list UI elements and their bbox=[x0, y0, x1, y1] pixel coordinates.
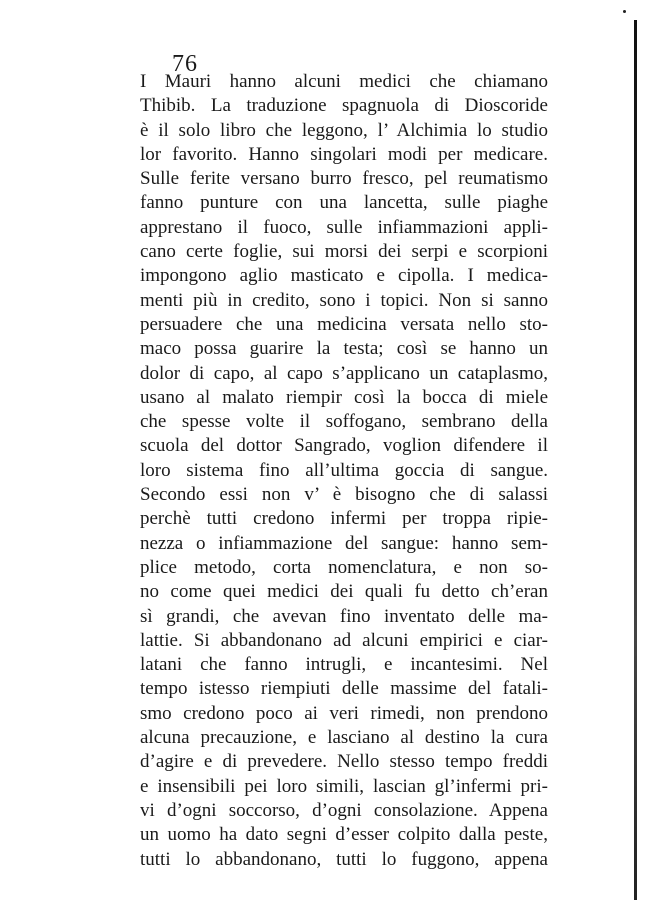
text-line: lor favorito. Hanno singolari modi per medicare. bbox=[140, 143, 548, 165]
page-number: 76 bbox=[172, 51, 198, 77]
text-line: tempo istesso riempiuti delle massime del fatali- bbox=[140, 678, 548, 700]
text-line: d’agire e di prevedere. Nello stesso tempo freddi bbox=[140, 751, 548, 773]
text-line: impongono aglio masticato e cipolla. I medica- bbox=[140, 265, 548, 287]
text-line: usano al malato riempir così la bocca di miele bbox=[140, 386, 548, 408]
text-line: e insensibili pei loro simili, lascian gl’infermi pri- bbox=[140, 775, 548, 797]
body-text bbox=[140, 70, 548, 872]
text-line: un uomo ha dato segni d’esser colpito dalla peste, bbox=[140, 824, 548, 846]
text-line: Thibib. La traduzione spagnuola di Dioscoride bbox=[140, 95, 548, 117]
text-line: Sulle ferite versano burro fresco, pel reumatismo bbox=[140, 168, 548, 190]
text-line: che spesse volte il soffogano, sembrano della bbox=[140, 411, 548, 433]
text-line: latani che fanno intrugli, e incantesimi. Nel bbox=[140, 654, 548, 676]
text-line: apprestano il fuoco, sulle infiammazioni appli- bbox=[140, 216, 548, 238]
text-line: perchè tutti credono infermi per troppa ripie- bbox=[140, 508, 548, 530]
text-line: dolor di capo, al capo s’applicano un cataplasmo, bbox=[140, 362, 548, 384]
text-line: Secondo essi non v’ è bisogno che di salassi bbox=[140, 484, 548, 506]
text-line: maco possa guarire la testa; così se hanno un bbox=[140, 338, 548, 360]
text-line: persuadere che una medicina versata nello sto- bbox=[140, 313, 548, 335]
text-line: scuola del dottor Sangrado, voglion difendere il bbox=[140, 435, 548, 457]
text-line: plice metodo, corta nomenclatura, e non so- bbox=[140, 556, 548, 578]
scan-speck bbox=[623, 10, 626, 13]
text-line: nezza o infiammazione del sangue: hanno sem- bbox=[140, 532, 548, 554]
text-line: fanno punture con una lancetta, sulle piaghe bbox=[140, 192, 548, 214]
text-line: alcuna precauzione, e lasciano al destino la cura bbox=[140, 727, 548, 749]
text-line: sì grandi, che avevan fino inventato delle ma- bbox=[140, 605, 548, 627]
text-line: vi d’ogni soccorso, d’ogni consolazione. Appena bbox=[140, 799, 548, 821]
text-line: loro sistema fino all’ultima goccia di sangue. bbox=[140, 459, 548, 481]
text-line: I Mauri hanno alcuni medici che chiamano bbox=[140, 71, 548, 92]
text-line: tutti lo abbandonano, tutti lo fuggono, appena bbox=[140, 848, 548, 870]
text-line: menti più in credito, sono i topici. Non si sanno bbox=[140, 289, 548, 311]
page-edge bbox=[634, 20, 637, 900]
text-line: lattie. Si abbandonano ad alcuni empirici e ciar- bbox=[140, 629, 548, 651]
text-line: smo credono poco ai veri rimedi, non prendono bbox=[140, 702, 548, 724]
text-line: no come quei medici dei quali fu detto ch’eran bbox=[140, 581, 548, 603]
text-line: è il solo libro che leggono, l’ Alchimia lo studio bbox=[140, 119, 548, 141]
text-line: cano certe foglie, sui morsi dei serpi e scorpioni bbox=[140, 241, 548, 263]
